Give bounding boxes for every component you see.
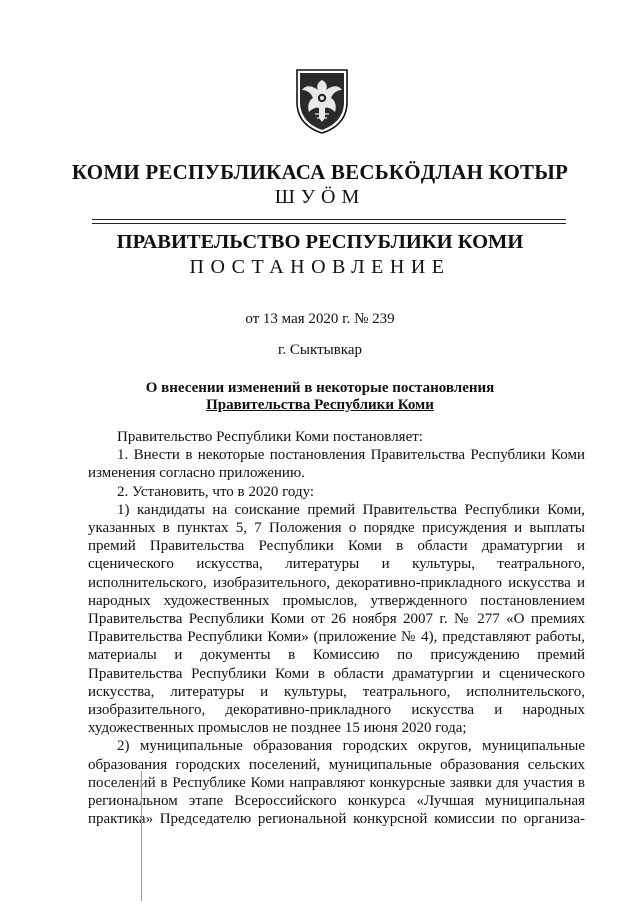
header-divider-thin <box>92 223 566 224</box>
document-date-number: от 13 мая 2020 г. № 239 <box>245 311 395 327</box>
government-name: ПРАВИТЕЛЬСТВО РЕСПУБЛИКИ КОМИ <box>116 231 524 253</box>
document-title-line1: О внесении изменений в некоторые постановления <box>145 380 495 396</box>
komi-government-name: КОМИ РЕСПУБЛИКАСА ВЕСЬКӦДЛАН КОТЫР <box>71 160 569 184</box>
body-paragraph: 1. Внести в некоторые постановления Правительства Республики Коми изменения согласно приложению. <box>88 447 585 482</box>
document-title-line2-wrapper <box>0 397 640 414</box>
body-paragraph: 2) муниципальные образования городских округов, муниципальные образования городских поселений, муниципальные образования сельских поселений в Республике Коми направляют конкурсные заявки для участия в региональном этапе Всероссийского конкурса «Лучшая муниципальная практика» Председателю региональной конкурсной комиссии по организа- <box>88 738 585 828</box>
document-title-line2: Правительства Республики Коми <box>206 397 434 413</box>
scan-margin-line <box>141 771 142 901</box>
body-paragraph: 1) кандидаты на соискание премий Правительства Республики Коми, указанных в пунктах 5, 7 Положения о порядке присуждения и выплаты премий Правительства Республики Коми в области драматургии и сценического искусства, литературы и культуры, театрального, исполнительского, изобразительного, декоративно-прикладного искусства и народных художественных промыслов, утвержденного постановлением Правительства Республики Коми от 26 ноября 2007 г. № 277 «О премиях Правительства Республики Коми» (приложение № 4), представляют работы, материалы и документы в Комиссию по присуждению премий Правительства Республики Коми в области драматургии и сценического искусства, литературы и культуры, театрального, исполнительского, изобразительного, декоративно-прикладного искусства и народных художественных промыслов не позднее 15 июня 2020 года; <box>88 501 585 737</box>
header-divider-thick <box>92 219 566 220</box>
komi-coat-of-arms-emblem <box>295 68 349 134</box>
body-paragraph: Правительство Республики Коми постановляет: <box>117 429 423 445</box>
document-body <box>88 428 585 828</box>
komi-document-type: ШУӦМ <box>274 186 366 208</box>
document-city: г. Сыктывкар <box>277 342 363 358</box>
body-paragraph: 2. Установить, что в 2020 году: <box>117 483 315 500</box>
document-type: ПОСТАНОВЛЕНИЕ <box>189 256 451 278</box>
